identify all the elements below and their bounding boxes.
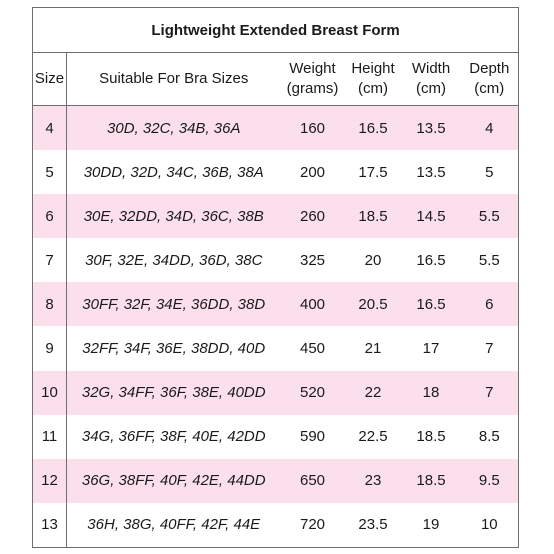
cell-depth: 5.5: [461, 238, 519, 282]
cell-width: 16.5: [402, 282, 461, 326]
cell-depth: 7: [461, 371, 519, 415]
cell-weight: 450: [299, 340, 326, 358]
cell-weight: 590: [299, 428, 326, 446]
cell-depth: 6: [461, 282, 519, 326]
table-row: [33, 503, 519, 548]
header-height: [345, 53, 402, 106]
header-size: Size: [33, 53, 67, 106]
header-height-unit: (cm): [358, 80, 388, 97]
table-row: [33, 371, 519, 415]
cell-width: 19: [402, 503, 461, 548]
cell-height: 16.5: [345, 106, 402, 151]
cell-bra-sizes: 30FF, 32F, 34E, 36DD, 38D: [67, 282, 281, 326]
cell-bra-sizes: 36H, 38G, 40FF, 42F, 44E: [67, 503, 281, 548]
cell-depth: 10: [461, 503, 519, 548]
header-weight-unit: (grams): [286, 80, 339, 97]
table-row: [33, 150, 519, 194]
cell-size: 11: [33, 415, 67, 459]
cell-depth: 5.5: [461, 194, 519, 238]
cell-height: 23: [345, 459, 402, 503]
cell-size: 8: [33, 282, 67, 326]
cell-width: 13.5: [416, 163, 446, 181]
cell-height: 22.5: [358, 428, 388, 446]
cell-width: 13.5: [402, 106, 461, 151]
table-row: [33, 106, 519, 151]
cell-width: 14.5: [402, 194, 461, 238]
cell-width: 18: [402, 371, 461, 415]
cell-bra-sizes: 30F, 32E, 34DD, 36D, 38C: [85, 251, 263, 269]
cell-depth: 8.5: [461, 415, 519, 459]
cell-bra-sizes: 32FF, 34F, 36E, 38DD, 40D: [82, 340, 266, 358]
cell-size: 7: [33, 238, 67, 282]
cell-bra-sizes: 32G, 34FF, 36F, 38E, 40DD: [67, 371, 281, 415]
table-row: [33, 415, 519, 459]
header-depth-label: Depth: [469, 60, 510, 77]
cell-size: 12: [33, 459, 67, 503]
header-width-unit: (cm): [416, 80, 446, 97]
header-height-label: Height: [351, 60, 395, 77]
size-table: [32, 7, 519, 548]
cell-size: 4: [33, 106, 67, 151]
table-row: [33, 326, 519, 370]
cell-depth: 4: [461, 106, 519, 151]
table-body: [33, 106, 519, 548]
header-depth: [461, 53, 519, 106]
cell-bra-sizes: 36G, 38FF, 40F, 42E, 44DD: [67, 459, 281, 503]
cell-bra-sizes: 30D, 32C, 34B, 36A: [67, 106, 281, 151]
cell-size: 6: [33, 194, 67, 238]
size-chart: [32, 7, 518, 548]
header-depth-unit: (cm): [474, 80, 505, 97]
cell-depth: 9.5: [461, 459, 519, 503]
cell-height: 18.5: [345, 194, 402, 238]
cell-bra-sizes: 30DD, 32D, 34C, 36B, 38A: [83, 163, 264, 181]
cell-weight: 260: [281, 194, 345, 238]
cell-weight: 160: [281, 106, 345, 151]
cell-size: 10: [33, 371, 67, 415]
cell-weight: 200: [299, 163, 326, 181]
cell-weight: 520: [281, 371, 345, 415]
table-title: Lightweight Extended Breast Form: [33, 8, 519, 53]
cell-width: 17: [422, 340, 440, 358]
header-weight: [281, 53, 345, 106]
title-row: [33, 8, 519, 53]
cell-size: 9: [33, 326, 67, 370]
table-row: [33, 282, 519, 326]
cell-bra-sizes: 34G, 36FF, 38F, 40E, 42DD: [81, 428, 266, 446]
cell-bra-sizes: 30E, 32DD, 34D, 36C, 38B: [67, 194, 281, 238]
header-width: [402, 53, 461, 106]
cell-width: 18.5: [416, 428, 446, 446]
table-row: [33, 459, 519, 503]
cell-weight: 650: [281, 459, 345, 503]
header-width-label: Width: [411, 60, 451, 77]
cell-width: 18.5: [402, 459, 461, 503]
header-row: [33, 53, 519, 106]
cell-weight: 400: [281, 282, 345, 326]
cell-height: 22: [345, 371, 402, 415]
cell-height: 23.5: [345, 503, 402, 548]
cell-size: 13: [33, 503, 67, 548]
cell-width: 16.5: [416, 251, 446, 269]
header-weight-label: Weight: [289, 60, 336, 77]
header-bra-sizes: Suitable For Bra Sizes: [67, 53, 281, 106]
table-row: [33, 238, 519, 282]
cell-height: 20.5: [345, 282, 402, 326]
cell-weight: 325: [299, 251, 326, 269]
table-row: [33, 194, 519, 238]
cell-weight: 720: [281, 503, 345, 548]
cell-height: 20: [364, 251, 382, 269]
cell-height: 21: [364, 340, 382, 358]
cell-depth: 5: [461, 150, 519, 194]
cell-height: 17.5: [358, 163, 388, 181]
cell-size: 5: [33, 150, 67, 194]
cell-depth: 7: [461, 326, 519, 370]
